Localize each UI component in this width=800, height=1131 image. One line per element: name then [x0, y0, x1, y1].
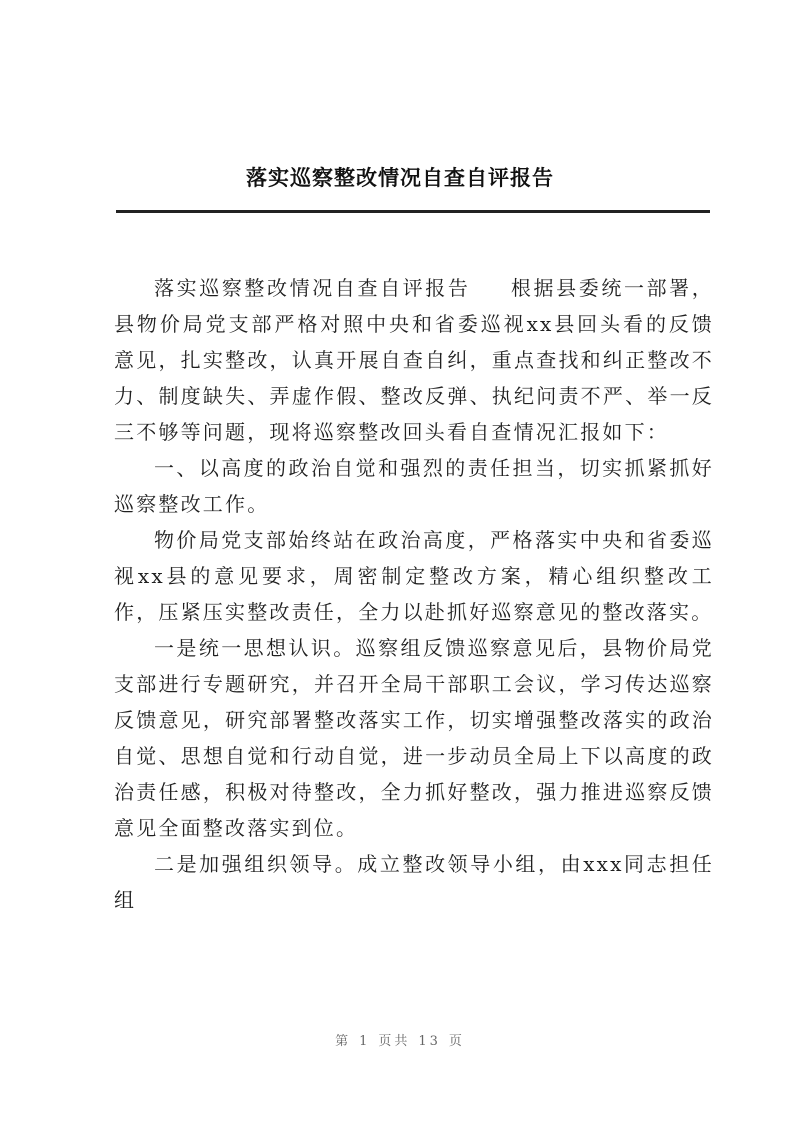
document-body: [114, 270, 714, 918]
paragraph-text: 根据县委统一部署，县物价局党支部严格对照中央和省委巡视xx县回头看的反馈意见，扎实整改，认真开展自查自纠，重点查找和纠正整改不力、制度缺失、弄虚作假、整改反弹、执纪问责不严、举一反三不够等问题，现将巡察整改回头看自查情况汇报如下：: [114, 276, 714, 444]
intro-heading: 落实巡察整改情况自查自评报告: [154, 276, 471, 300]
footer-middle: 页共: [378, 1034, 411, 1049]
title-divider: [116, 210, 710, 213]
page-footer: [0, 1030, 800, 1049]
paragraph-intro: [114, 270, 714, 450]
paragraph: 物价局党支部始终站在政治高度，严格落实中央和省委巡视xx县的意见要求，周密制定整改方案，精心组织整改工作，压紧压实整改责任，全力以赴抓好巡察意见的整改落实。: [114, 528, 714, 624]
document-title: 落实巡察整改情况自查自评报告: [246, 166, 554, 190]
footer-page-number: 1: [359, 1034, 371, 1049]
paragraph-section-one-heading: 一、以高度的政治自觉和强烈的责任担当，切实抓紧抓好巡察整改工作。: [114, 456, 714, 516]
footer-prefix: 第: [335, 1034, 352, 1049]
footer-suffix: 页: [448, 1034, 465, 1049]
paragraph: 二是加强组织领导。成立整改领导小组，由xxx同志担任组: [114, 852, 714, 912]
footer-total-pages: 13: [418, 1034, 441, 1049]
paragraph: 一是统一思想认识。巡察组反馈巡察意见后，县物价局党支部进行专题研究，并召开全局干部职工会议，学习传达巡察反馈意见，研究部署整改落实工作，切实增强整改落实的政治自觉、思想自觉和行动自觉，进一步动员全局上下以高度的政治责任感，积极对待整改，全力抓好整改，强力推进巡察反馈意见全面整改落实到位。: [114, 636, 714, 840]
